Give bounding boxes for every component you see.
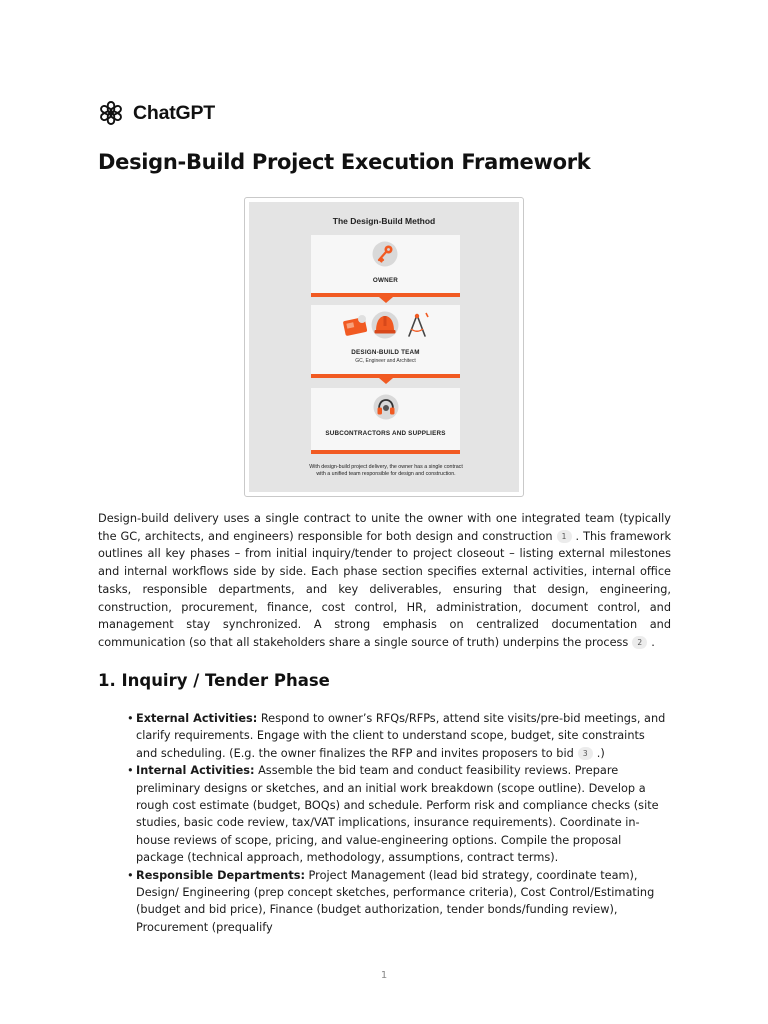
intro-text: .: [651, 635, 655, 649]
headphones-icon: [373, 394, 399, 420]
bullet-text: .): [596, 746, 605, 760]
subcontractors-label: SUBCONTRACTORS AND SUPPLIERS: [325, 430, 446, 437]
list-item: [127, 867, 667, 937]
list-item: [127, 710, 667, 762]
openai-logo-icon: [98, 100, 124, 126]
figure-caption: With design-build project delivery, the owner has a single contract with a unified team responsible for design and construction.: [309, 464, 463, 477]
blueprint-icon: [341, 312, 369, 338]
subcontractors-card: [311, 388, 460, 454]
owner-card: [311, 235, 460, 297]
citation-badge[interactable]: 2: [632, 636, 647, 649]
citation-badge[interactable]: 3: [578, 747, 593, 760]
down-arrow: [379, 297, 393, 303]
design-build-figure: [244, 197, 524, 497]
intro-text: Design-build delivery uses a single contract to unite the owner with one integrated team (typically the GC, architects, and engineers) responsible for both design and construction: [98, 512, 671, 543]
down-arrow: [379, 378, 393, 384]
design-build-team-card: [311, 305, 460, 378]
intro-text: . This framework outlines all key phases – from initial inquiry/tender to project closeout – listing external milestones and internal workflows side by side. Each phase section specifies external activities, internal office tasks, responsible departments, and key deliverables, ensuring that design, engineering, construction, procurement, finance, cost control, HR, administration, document control, and management stay synchronized. A strong emphasis on centralized documentation and communication (so that all stakeholders share a single source of truth) underpins the process: [98, 529, 672, 649]
page-number: 1: [380, 970, 388, 981]
bullet-label: Responsible Departments:: [136, 868, 305, 882]
intro-paragraph: [98, 510, 671, 652]
bullet-text: Respond to owner’s RFQs/RFPs, attend site visits/pre-bid meetings, and clarify requirements. Engage with the client to understand scope, budget, site constraints and scheduling. (E.g. the owner finalizes the RFP and invites proposers to bid: [136, 712, 666, 760]
drafting-compass-icon: [403, 311, 431, 339]
brand-name: ChatGPT: [133, 101, 216, 124]
owner-accent-bar: [311, 293, 460, 297]
owner-label: OWNER: [372, 277, 399, 284]
team-sublabel: GC, Engineer and Architect: [355, 358, 416, 364]
bullet-label: External Activities:: [136, 712, 258, 725]
bullet-list: [127, 710, 667, 936]
bullet-dot: •: [127, 868, 134, 882]
bullet-text: Assemble the bid team and conduct feasibility reviews. Prepare preliminary designs or sketches, and an initial work breakdown (scope outline). Develop a rough cost estimate (budget, BOQs) and schedule. Perform risk and compliance checks (site studies, basic code review, tax/VAT implications, insurance requirements). Coordinate in-house reviews of scope, pricing, and value-engineering options. Compile the proposal package (technical approach, methodology, assumptions, contract terms).: [136, 764, 659, 865]
document-title: Design-Build Project Execution Framework: [98, 150, 591, 174]
bullet-dot: •: [127, 712, 134, 725]
citation-badge[interactable]: 1: [557, 530, 572, 543]
brand-header: [98, 100, 215, 126]
team-label: DESIGN-BUILD TEAM: [351, 349, 420, 356]
bullet-text: Project Management (lead bid strategy, coordinate team), Design/ Engineering (prep concept sketches, performance criteria), Cost Control/Estimating (budget and bid price), Finance (budget authorization, tender bonds/funding review), Procurement (prequalify: [136, 868, 655, 934]
bullet-label: Internal Activities:: [136, 764, 255, 778]
section-heading: 1. Inquiry / Tender Phase: [98, 671, 330, 690]
subcontractors-accent-bar: [311, 450, 460, 454]
figure-title: The Design-Build Method: [332, 216, 436, 226]
key-icon: [372, 241, 398, 267]
team-accent-bar: [311, 374, 460, 378]
bullet-dot: •: [127, 764, 134, 778]
figure-canvas: [249, 202, 519, 492]
list-item: [127, 762, 667, 866]
hard-hat-icon: [371, 311, 399, 339]
